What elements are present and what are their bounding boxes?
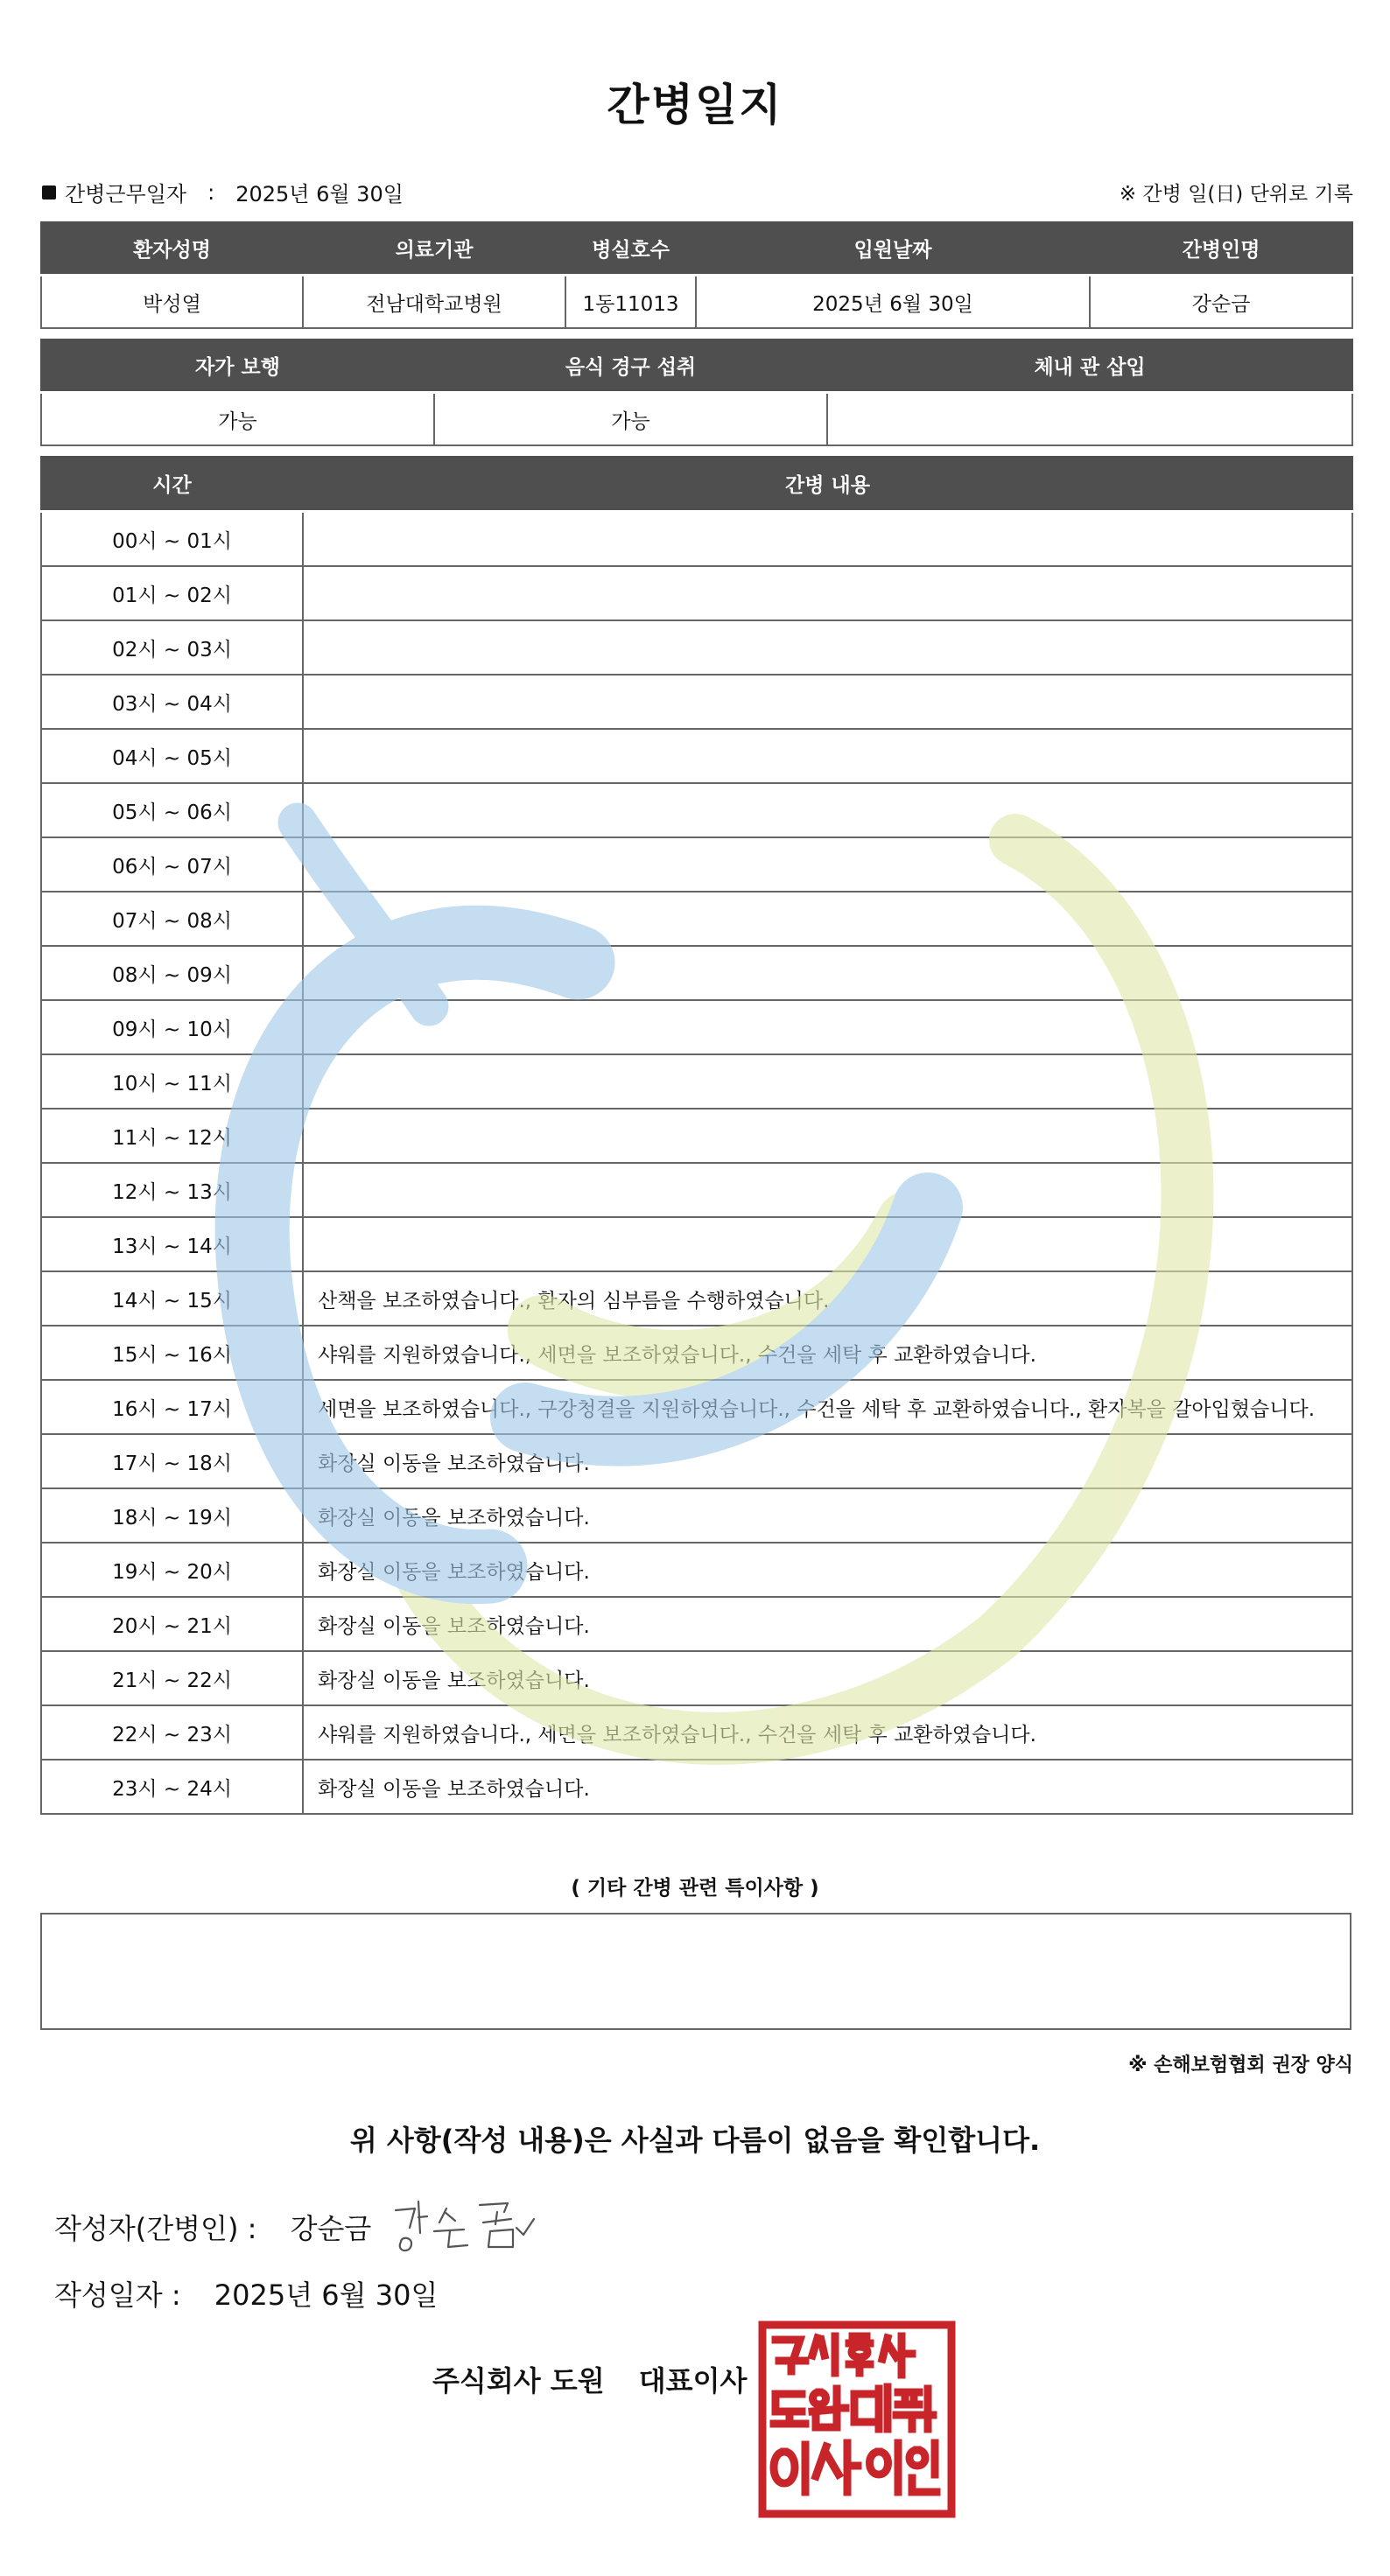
time-header: 시간 bbox=[41, 455, 303, 512]
patient-ability-table bbox=[40, 336, 1353, 446]
care-time-cell: 21시 ~ 22시 bbox=[41, 1651, 303, 1705]
care-log-row bbox=[41, 1543, 1352, 1597]
care-log-row bbox=[41, 892, 1352, 946]
care-content-cell bbox=[303, 837, 1352, 892]
hospital-value: 전남대학교병원 bbox=[303, 276, 565, 329]
care-time-cell: 01시 ~ 02시 bbox=[41, 566, 303, 620]
form-source-note: ※ 손해보험협회 권장 양식 bbox=[1128, 2054, 1353, 2076]
care-content-cell bbox=[303, 1217, 1352, 1271]
writer-label: 작성자(간병인) : bbox=[54, 2212, 257, 2245]
care-log-row bbox=[41, 1326, 1352, 1380]
care-content-cell bbox=[303, 1163, 1352, 1217]
care-content-cell: 세면을 보조하였습니다., 구강청결을 지원하였습니다., 수건을 세탁 후 교환하였습니다., 환자복을 갈아입혔습니다. bbox=[303, 1380, 1352, 1434]
care-log-row bbox=[41, 675, 1352, 729]
tube-insertion-value bbox=[827, 393, 1352, 446]
oral-intake-header: 음식 경구 섭취 bbox=[434, 338, 827, 393]
care-content-cell bbox=[303, 1054, 1352, 1109]
care-log-row bbox=[41, 620, 1352, 675]
care-content-header: 간병 내용 bbox=[303, 455, 1352, 512]
care-date-value: 2025년 6월 30일 bbox=[235, 182, 404, 206]
written-date-line bbox=[54, 2273, 438, 2314]
care-content-cell: 화장실 이동을 보조하였습니다. bbox=[303, 1434, 1352, 1488]
care-log-row bbox=[41, 1054, 1352, 1109]
care-content-cell: 화장실 이동을 보조하였습니다. bbox=[303, 1597, 1352, 1651]
company-line bbox=[432, 2359, 747, 2399]
care-log-row bbox=[41, 1163, 1352, 1217]
care-content-cell: 화장실 이동을 보조하였습니다. bbox=[303, 1651, 1352, 1705]
care-log-row bbox=[41, 1760, 1352, 1814]
self-walking-value: 가능 bbox=[41, 393, 434, 446]
care-time-cell: 08시 ~ 09시 bbox=[41, 946, 303, 1000]
care-content-cell bbox=[303, 566, 1352, 620]
square-bullet-icon bbox=[42, 186, 56, 200]
care-log-row bbox=[41, 1000, 1352, 1054]
care-log-row bbox=[41, 1434, 1352, 1488]
oral-intake-value: 가능 bbox=[434, 393, 827, 446]
care-log-row bbox=[41, 1651, 1352, 1705]
care-time-cell: 10시 ~ 11시 bbox=[41, 1054, 303, 1109]
care-content-cell bbox=[303, 512, 1352, 567]
daily-unit-note: ※ 간병 일(日) 단위로 기록 bbox=[1119, 183, 1353, 206]
care-time-cell: 03시 ~ 04시 bbox=[41, 675, 303, 729]
admission-date-value: 2025년 6월 30일 bbox=[696, 276, 1090, 329]
care-time-cell: 23시 ~ 24시 bbox=[41, 1760, 303, 1814]
care-time-cell: 09시 ~ 10시 bbox=[41, 1000, 303, 1054]
care-time-cell: 13시 ~ 14시 bbox=[41, 1217, 303, 1271]
care-time-cell: 11시 ~ 12시 bbox=[41, 1109, 303, 1163]
care-log-row bbox=[41, 512, 1352, 567]
care-time-cell: 15시 ~ 16시 bbox=[41, 1326, 303, 1380]
care-log-row bbox=[41, 1488, 1352, 1543]
caregiver-name-value: 강순금 bbox=[1090, 276, 1352, 329]
care-time-cell: 02시 ~ 03시 bbox=[41, 620, 303, 675]
care-content-cell: 화장실 이동을 보조하였습니다. bbox=[303, 1543, 1352, 1597]
admission-date-header: 입원날짜 bbox=[696, 220, 1090, 276]
room-number-header: 병실호수 bbox=[565, 220, 696, 276]
patient-name-value: 박성열 bbox=[41, 276, 303, 329]
care-content-cell: 샤워를 지원하였습니다., 세면을 보조하였습니다., 수건을 세탁 후 교환하였습니다. bbox=[303, 1705, 1352, 1760]
care-log-table bbox=[40, 453, 1353, 1815]
special-notes-heading: ( 기타 간병 관련 특이사항 ) bbox=[571, 1877, 819, 1900]
room-number-value: 1동11013 bbox=[565, 276, 696, 329]
care-content-cell bbox=[303, 620, 1352, 675]
care-log-row bbox=[41, 946, 1352, 1000]
company-name: 주식회사 도원 bbox=[432, 2364, 605, 2398]
care-content-cell bbox=[303, 892, 1352, 946]
ceo-title: 대표이사 bbox=[638, 2364, 748, 2398]
care-log-header-row bbox=[41, 455, 1352, 512]
care-log-row bbox=[41, 1109, 1352, 1163]
care-log-row bbox=[41, 1380, 1352, 1434]
care-content-cell bbox=[303, 675, 1352, 729]
care-time-cell: 14시 ~ 15시 bbox=[41, 1271, 303, 1326]
patient-info-table bbox=[40, 219, 1353, 329]
self-walking-header: 자가 보행 bbox=[41, 338, 434, 393]
care-content-cell: 화장실 이동을 보조하였습니다. bbox=[303, 1760, 1352, 1814]
care-log-row bbox=[41, 729, 1352, 783]
patient-ability-header-row bbox=[41, 338, 1352, 393]
writer-name: 강순금 bbox=[290, 2212, 372, 2245]
care-log-body bbox=[41, 512, 1352, 1815]
special-notes-box bbox=[40, 1913, 1351, 2030]
hospital-header: 의료기관 bbox=[303, 220, 565, 276]
patient-info-header-row bbox=[41, 220, 1352, 276]
care-log-row bbox=[41, 1217, 1352, 1271]
care-content-cell: 샤워를 지원하였습니다., 세면을 보조하였습니다., 수건을 세탁 후 교환하였습니다. bbox=[303, 1326, 1352, 1380]
care-log-row bbox=[41, 1597, 1352, 1651]
page-title: 간병일지 bbox=[607, 80, 783, 130]
care-time-cell: 18시 ~ 19시 bbox=[41, 1488, 303, 1543]
care-time-cell: 04시 ~ 05시 bbox=[41, 729, 303, 783]
caregiver-name-header: 간병인명 bbox=[1090, 220, 1352, 276]
care-time-cell: 17시 ~ 18시 bbox=[41, 1434, 303, 1488]
written-date-value: 2025년 6월 30일 bbox=[214, 2278, 439, 2312]
care-log-row bbox=[41, 1705, 1352, 1760]
care-time-cell: 07시 ~ 08시 bbox=[41, 892, 303, 946]
care-time-cell: 19시 ~ 20시 bbox=[41, 1543, 303, 1597]
care-content-cell: 산책을 보조하였습니다., 환자의 심부름을 수행하였습니다. bbox=[303, 1271, 1352, 1326]
care-date-separator: : bbox=[207, 179, 215, 205]
care-log-row bbox=[41, 566, 1352, 620]
patient-info-value-row bbox=[41, 276, 1352, 329]
confirmation-statement: 위 사항(작성 내용)은 사실과 다름이 없음을 확인합니다. bbox=[349, 2124, 1041, 2157]
care-content-cell bbox=[303, 946, 1352, 1000]
written-date-label: 작성일자 : bbox=[54, 2278, 181, 2312]
care-log-row bbox=[41, 783, 1352, 837]
care-date-line bbox=[42, 177, 404, 207]
company-seal-stamp bbox=[758, 2320, 956, 2518]
care-content-cell: 화장실 이동을 보조하였습니다. bbox=[303, 1488, 1352, 1543]
care-time-cell: 20시 ~ 21시 bbox=[41, 1597, 303, 1651]
care-time-cell: 05시 ~ 06시 bbox=[41, 783, 303, 837]
care-time-cell: 00시 ~ 01시 bbox=[41, 512, 303, 567]
tube-insertion-header: 체내 관 삽입 bbox=[827, 338, 1352, 393]
care-content-cell bbox=[303, 1000, 1352, 1054]
writer-line bbox=[54, 2207, 371, 2247]
patient-name-header: 환자성명 bbox=[41, 220, 303, 276]
care-time-cell: 06시 ~ 07시 bbox=[41, 837, 303, 892]
care-time-cell: 22시 ~ 23시 bbox=[41, 1705, 303, 1760]
care-date-label: 간병근무일자 bbox=[65, 182, 187, 206]
care-time-cell: 12시 ~ 13시 bbox=[41, 1163, 303, 1217]
care-content-cell bbox=[303, 783, 1352, 837]
care-log-row bbox=[41, 1271, 1352, 1326]
care-content-cell bbox=[303, 729, 1352, 783]
care-content-cell bbox=[303, 1109, 1352, 1163]
patient-ability-value-row bbox=[41, 393, 1352, 446]
care-log-row bbox=[41, 837, 1352, 892]
care-time-cell: 16시 ~ 17시 bbox=[41, 1380, 303, 1434]
handwritten-signature bbox=[392, 2193, 550, 2254]
